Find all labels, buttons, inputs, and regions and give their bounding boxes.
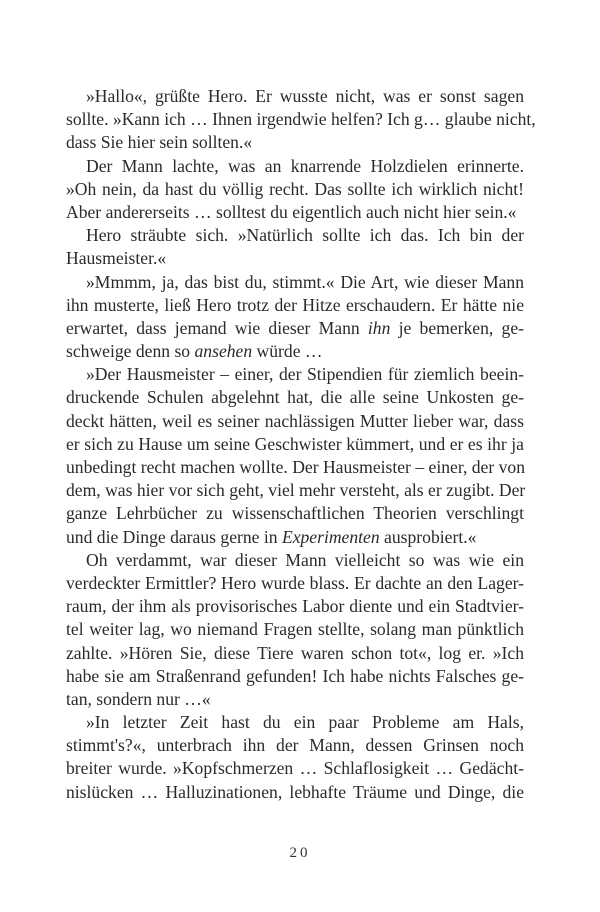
- text-line: habe sie am Straßenrand gefunden! Ich habe nichts Falsches ge-: [66, 665, 524, 686]
- text-line: druckende Schulen abgelehnt hat, die alle seine Unkosten ge-: [66, 387, 524, 408]
- text-line: tel weiter lag, wo niemand Fragen stellte, solang man pünktlich: [66, 619, 524, 640]
- text-span: erwartet, dass jemand wie dieser Mann: [66, 317, 368, 338]
- paragraph-start-line: Hero sträubte sich. »Natürlich sollte ich das. Ich bin der: [86, 225, 524, 246]
- page-body-text: [66, 85, 536, 804]
- text-line: Hausmeister.«: [66, 248, 167, 269]
- text-line: er sich zu Hause um seine Geschwister kümmert, und er es ihr ja: [66, 433, 524, 454]
- text-line: dem, was hier vor sich geht, viel mehr versteht, als er zugibt. Der: [66, 480, 526, 501]
- text-span: je bemerken, ge-: [390, 317, 524, 338]
- text-line: [66, 317, 524, 340]
- text-line: raum, der ihm als provisorisches Labor diente und ein Stadtvier-: [66, 596, 524, 617]
- text-line: Aber andererseits … solltest du eigentlich auch nicht hier sein.«: [66, 201, 517, 222]
- text-line: [66, 340, 524, 363]
- paragraph-start-line: »Der Hausmeister – einer, der Stipendien für ziemlich beein-: [86, 364, 524, 385]
- paragraph-start-line: Oh verdammt, war dieser Mann vielleicht so was wie ein: [86, 549, 524, 570]
- paragraph-start-line: »Mmmm, ja, das bist du, stimmt.« Die Art, wie dieser Mann: [86, 271, 524, 292]
- text-span: ausprobiert.«: [379, 526, 477, 547]
- emphasized-text: ansehen: [194, 341, 253, 362]
- text-line: [66, 526, 524, 549]
- text-line: deckt hätten, weil es seiner nachlässigen Mutter lieber war, dass: [66, 410, 524, 431]
- text-line: sollte. »Kann ich … Ihnen irgendwie helfen? Ich g… glaube nicht,: [66, 109, 536, 130]
- paragraph-start-line: »Hallo«, grüßte Hero. Er wusste nicht, was er sonst sagen: [86, 86, 524, 106]
- text-line: breiter wurde. »Kopfschmerzen … Schlaflosigkeit … Gedächt-: [66, 758, 524, 779]
- paragraph-start-line: Der Mann lachte, was an knarrende Holzdielen erinnerte.: [86, 155, 524, 176]
- emphasized-text: ihn: [367, 317, 391, 338]
- emphasized-text: Experimenten: [281, 526, 380, 547]
- text-line: nislücken … Halluzinationen, lebhafte Träume und Dinge, die: [66, 781, 524, 802]
- text-span: schweige denn so: [66, 341, 195, 362]
- text-line: »Oh nein, da hast du völlig recht. Das sollte ich wirklich nicht!: [66, 178, 524, 199]
- text-line: stimmt's?«, unterbrach ihn der Mann, dessen Grinsen noch: [66, 735, 524, 756]
- paragraph-start-line: »In letzter Zeit hast du ein paar Probleme am Hals,: [86, 712, 524, 733]
- text-line: ihn musterte, ließ Hero trotz der Hitze erschaudern. Er hätte nie: [66, 294, 524, 315]
- text-line: zahlte. »Hören Sie, diese Tiere waren schon tot«, log er. »Ich: [66, 642, 524, 663]
- text-span: würde …: [252, 341, 323, 362]
- text-line: verdeckter Ermittler? Hero wurde blass. Er dachte an den Lager-: [66, 572, 524, 593]
- text-line: unbedingt recht machen wollte. Der Hausmeister – einer, der von: [66, 457, 526, 477]
- text-line: ganze Lehrbücher zu wissenschaftlichen Theorien verschlingt: [66, 503, 524, 524]
- page-number: 20: [289, 845, 311, 861]
- text-line: dass Sie hier sein sollten.«: [66, 132, 253, 153]
- text-span: und die Dinge daraus gerne in: [66, 526, 282, 547]
- text-line: tan, sondern nur …«: [66, 688, 211, 709]
